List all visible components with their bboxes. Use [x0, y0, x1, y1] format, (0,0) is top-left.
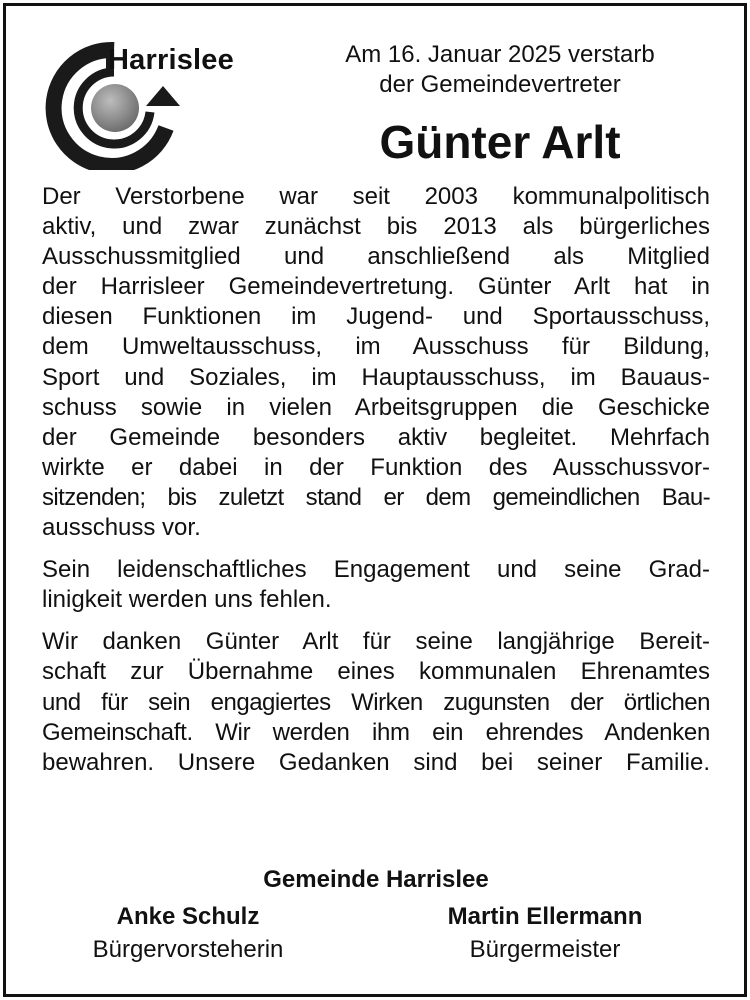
text-line: ausschuss vor.: [42, 514, 201, 542]
logo-wordmark: Harrislee: [108, 44, 234, 76]
text-line: linigkeit werden uns fehlen.: [42, 586, 332, 614]
signatory-name-right: Martin Ellermann: [447, 903, 643, 930]
signatory-name-left: Anke Schulz: [116, 903, 260, 930]
signature-left: [38, 900, 338, 966]
text-line: Der Verstorbene war seit 2003 kommunalpolitisch: [42, 183, 710, 210]
text-line: Ausschussmitglied und anschließend als Mitglied: [42, 243, 710, 271]
text-line: der Gemeinde besonders aktiv begleitet. Mehrfach: [42, 423, 710, 451]
text-line: schuss sowie in vielen Arbeitsgruppen die Geschicke: [42, 393, 710, 421]
header-line-2: der Gemeindevertreter: [379, 71, 621, 98]
text-line: und für sein engagiertes Wirken zugunsten der örtlichen: [42, 688, 710, 716]
text-line: Wir danken Günter Arlt für seine langjährige Bereit-: [42, 628, 710, 656]
paragraph-1: [42, 182, 710, 543]
text-line: Sein leidenschaftliches Engagement und seine Grad-: [42, 556, 710, 584]
deceased-name: Günter Arlt: [379, 116, 621, 168]
signatory-role-right: Bürgermeister: [469, 936, 621, 963]
text-line: der Harrisleer Gemeindevertretung. Günter Arlt hat in: [42, 273, 710, 301]
text-line: Gemeinschaft. Wir werden ihm ein ehrendes Andenken: [42, 718, 710, 746]
notice-header: [300, 40, 700, 100]
paragraph-2: [42, 555, 710, 615]
text-line: sitzenden; bis zuletzt stand er dem gemeindlichen Bau-: [42, 483, 710, 511]
text-line: diesen Funktionen im Jugend- und Sportausschuss,: [42, 303, 710, 331]
text-line: dem Umweltausschuss, im Ausschuss für Bildung,: [42, 333, 710, 361]
signature-right: [395, 900, 695, 966]
text-line: Sport und Soziales, im Hauptausschuss, im Bauaus-: [42, 363, 710, 391]
harrislee-logo: [42, 40, 278, 170]
text-line: schaft zur Übernahme eines kommunalen Ehrenamtes: [42, 658, 710, 686]
signature-organization: Gemeinde Harrislee: [263, 866, 489, 893]
notice-body: [42, 182, 710, 778]
text-line: bewahren. Unsere Gedanken sind bei seiner Familie.: [42, 748, 710, 776]
text-line: aktiv, und zwar zunächst bis 2013 als bürgerliches: [42, 213, 710, 241]
paragraph-3: [42, 627, 710, 777]
header-line-1: Am 16. Januar 2025 verstarb: [345, 41, 655, 68]
text-line: wirkte er dabei in der Funktion des Ausschussvor-: [42, 453, 710, 481]
signatory-role-left: Bürgervorsteherin: [92, 936, 284, 963]
